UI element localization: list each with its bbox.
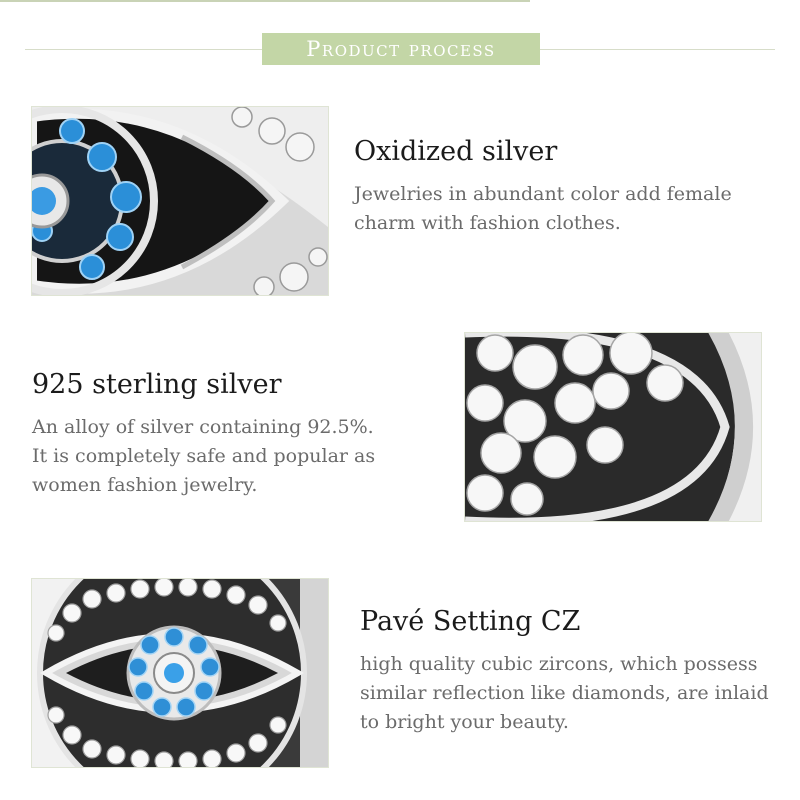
description-line: to bright your beauty. bbox=[360, 711, 569, 733]
description-line: charm with fashion clothes. bbox=[354, 212, 621, 234]
section-description bbox=[354, 180, 732, 238]
sterling-silver-photo bbox=[464, 332, 762, 522]
description-line: An alloy of silver containing 92.5%. bbox=[32, 416, 374, 438]
description-line: similar reflection like diamonds, are inlaid bbox=[360, 682, 769, 704]
section-title: Pavé Setting CZ bbox=[360, 606, 581, 637]
description-line: Jewelries in abundant color add female bbox=[354, 183, 732, 205]
description-line: high quality cubic zircons, which possess bbox=[360, 653, 758, 675]
section-title: 925 sterling silver bbox=[32, 369, 282, 400]
section-description bbox=[32, 413, 375, 500]
pave-setting-photo bbox=[31, 578, 329, 768]
section-header-banner bbox=[262, 33, 540, 65]
description-line: women fashion jewelry. bbox=[32, 474, 258, 496]
header-rule-left bbox=[25, 49, 262, 50]
header-rule-right bbox=[540, 49, 775, 50]
section-header-label: Product process bbox=[306, 37, 496, 61]
section-description bbox=[360, 650, 769, 737]
section-title: Oxidized silver bbox=[354, 136, 558, 167]
description-line: It is completely safe and popular as bbox=[32, 445, 376, 467]
top-divider bbox=[0, 0, 530, 2]
oxidized-silver-photo bbox=[31, 106, 329, 296]
